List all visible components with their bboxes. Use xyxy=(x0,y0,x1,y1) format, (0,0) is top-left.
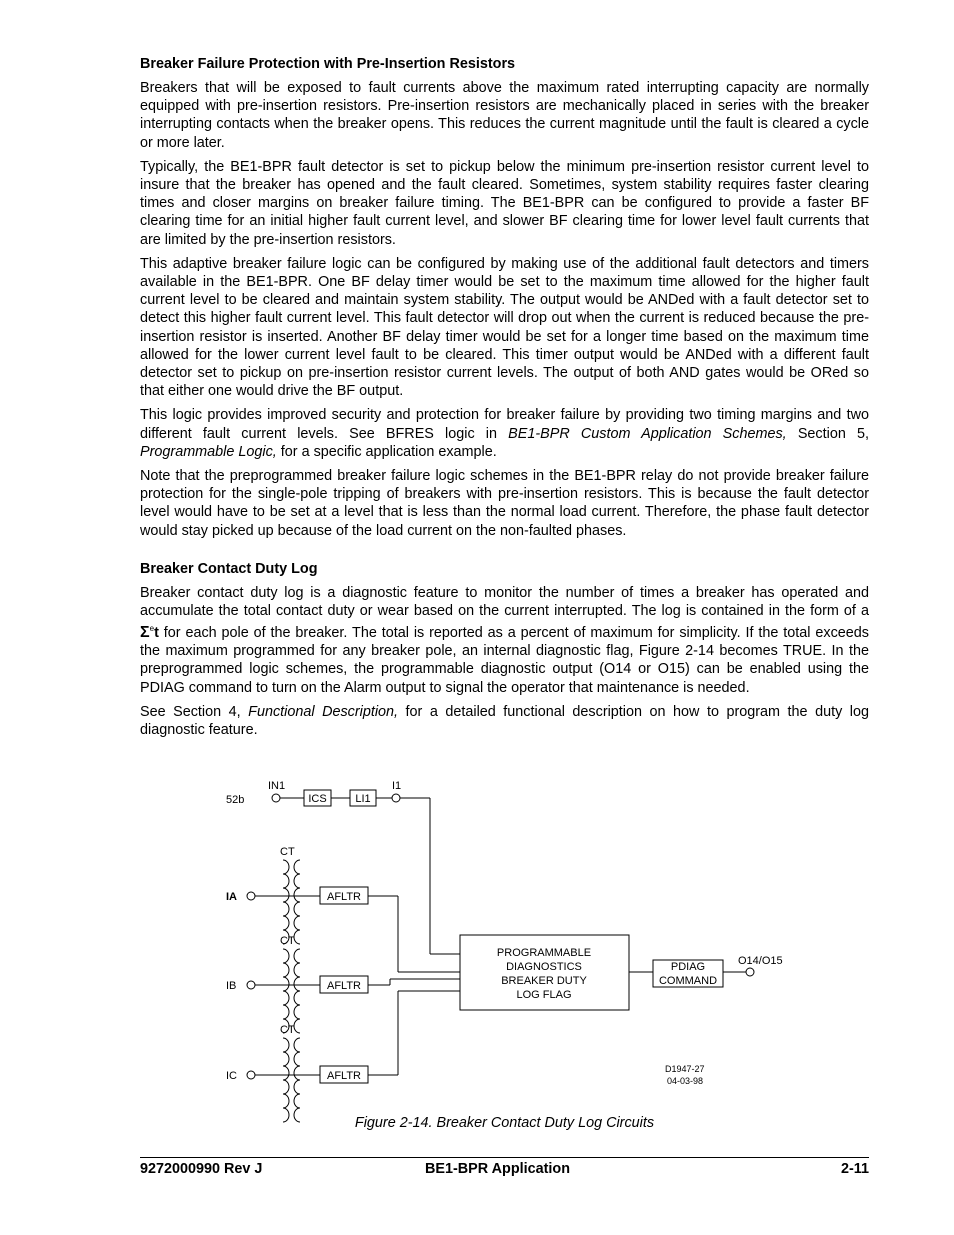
block-afltr-c: AFLTR xyxy=(326,1070,362,1082)
ct-coil-b xyxy=(283,949,300,1033)
block-afltr-b: AFLTR xyxy=(326,980,362,992)
paragraph: Breaker contact duty log is a diagnostic feature to monitor the number of times a breaker has operated and accumulate the total contact duty or wear based on the current interrupted. The log is contained in the form of a $\Sigma^et$ for each pole of the breaker. The total is reported as a percent of maximum for simplicity. If the total exceeds the maximum programmed for any breaker pole, an internal diagnostic flag, Figure 2-14 becomes TRUE. In the preprogrammed logic schemes, the programmable diagnostic output (O14 or O15) can be enabled using the PDIAG command to turn on the Alarm output to signal the operator that maintenance is needed. xyxy=(140,584,869,696)
label-ct-a: CT xyxy=(280,846,295,858)
pdiag-line1: PDIAG xyxy=(670,961,706,973)
paragraph: This adaptive breaker failure logic can be configured by making use of the additional fault detectors and timers available in the BE1-BPR. One BF delay timer would be set to the maximum time allowed for the higher fault current level to be cleared and maintain system stability. The output would be ANDed with a fault detector set to detect this higher fault current level. This fault detector will drop out when the current is reduced because the pre-insertion resistor is inserted. Another BF delay timer would be set for a longer time based on the maximum time allowed for the lower current level fault to be cleared. This timer output would be ANDed with a different fault detector set to pickup on pre-insertion resistor current levels. The output of both AND gates would be ORed so that either one would drive the BF output. xyxy=(140,255,869,400)
paragraph: Note that the preprogrammed breaker failure logic schemes in the BE1-BPR relay do not provide breaker failure protection for the single-pole tripping of breakers with pre-insertion resistors. This is because the fault detector level would have to be set at a level that is less than the normal load current. Therefore, the phase fault detector would stay picked up because of the load current on the non-faulted phases. xyxy=(140,468,869,539)
diag-box-line4: LOG FLAG xyxy=(516,989,572,1001)
ct-coil-c xyxy=(283,1038,300,1122)
label-ib: IB xyxy=(226,980,237,992)
paragraph: See Section 4, Functional Description, for a detailed functional description on how to program the duty log diagnostic feature. xyxy=(140,703,869,739)
block-ics: ICS xyxy=(308,793,327,805)
diag-box-line3: BREAKER DUTY xyxy=(501,975,587,987)
footer-title: BE1-BPR Application xyxy=(425,1161,570,1177)
diag-box-line1: PROGRAMMABLE xyxy=(496,947,592,959)
label-ia: IA xyxy=(226,891,237,903)
block-afltr-a: AFLTR xyxy=(326,891,362,903)
block-li1: LI1 xyxy=(355,793,371,805)
label-output: O14/O15 xyxy=(738,955,783,967)
paragraph: Breakers that will be exposed to fault currents above the maximum rated interrupting capacity are normally equipped with pre-insertion resistors. Pre-insertion resistors are mechanically placed in series with the breaker interrupting contacts when the breaker opens. This reduces the current magnitude until the fault is cleared a cycle or more later. xyxy=(140,80,869,151)
label-in1: IN1 xyxy=(268,780,286,792)
section-heading-bf-preinsertion: Breaker Failure Protection with Pre-Insertion Resistors xyxy=(140,56,516,72)
drawing-date: 04-03-98 xyxy=(667,1076,704,1086)
diag-box-line2: DIAGNOSTICS xyxy=(506,961,582,973)
label-52b: 52b xyxy=(226,794,245,806)
pdiag-line2: COMMAND xyxy=(658,975,718,987)
paragraph: This logic provides improved security and protection for breaker failure by providing two timing margins and two different fault current levels. See BFRES logic in BE1-BPR Custom Application Schemes, Section 5, Programmable Logic, for a specific application example. xyxy=(140,407,869,460)
footer-doc-number: 9272000990 Rev J xyxy=(140,1161,263,1177)
figure-caption: Figure 2-14. Breaker Contact Duty Log Circuits xyxy=(354,1115,655,1131)
label-ct-c: CT xyxy=(280,1024,295,1036)
section-heading-duty-log: Breaker Contact Duty Log xyxy=(140,560,318,577)
footer-page-number: 2-11 xyxy=(840,1161,869,1177)
paragraph: Typically, the BE1-BPR fault detector is set to pickup below the minimum pre-insertion resistor current level to insure that the breaker has opened and the fault cleared. Sometimes, system stability requires faster clearing times and closer margins on breaker failure timing. The BE1-BPR can be configured to provide a faster BF clearing time for an initial higher fault current level, and slower BF clearing time for lower level fault currents that are limited by the pre-insertion resistors. xyxy=(140,158,869,248)
sigma-symbol: Σ xyxy=(140,624,150,642)
label-ic: IC xyxy=(226,1070,237,1082)
page-footer xyxy=(140,1157,869,1177)
ct-coil-a xyxy=(283,860,300,944)
drawing-number: D1947-27 xyxy=(665,1064,705,1074)
label-i1: I1 xyxy=(392,780,402,792)
label-ct-b: CT xyxy=(280,935,295,947)
